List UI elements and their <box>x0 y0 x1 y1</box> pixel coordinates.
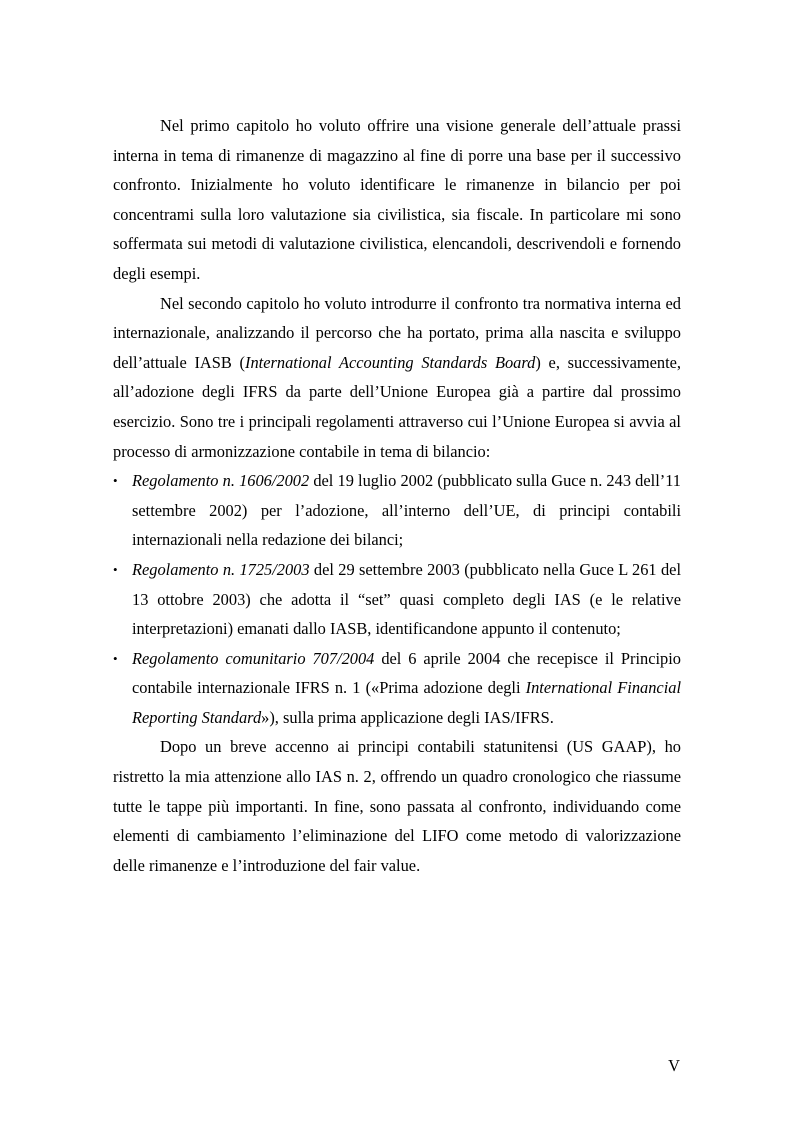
page-number: V <box>668 1056 680 1075</box>
paragraph-chapter-two-text-a: Nel secondo capitolo ho voluto introdurre il confronto tra normativa interna ed internazionale, analizzando il percorso che ha portato, prima alla nascita e sviluppo dell’attuale IASB ( <box>113 293 681 372</box>
bullet-icon: • <box>113 561 118 577</box>
regulation-title: Regolamento n. 1606/2002 <box>132 471 310 491</box>
paragraph-conclusion-text: Dopo un breve accenno ai principi contabili statunitensi (US GAAP), ho ristretto la mia attenzione allo IAS n. 2, offrendo un quadro cronologico che riassume tutte le tappe più importanti. In fine, sono passata al confronto, individuando come elementi di cambiamento l’eliminazione del LIFO come metodo di valorizzazione delle rimanenze e l’introduzione del fair value. <box>113 737 681 875</box>
iasb-full-name: International Accounting Standards Board <box>245 352 536 372</box>
regulation-description-b: »), sulla prima applicazione degli IAS/IFRS. <box>261 707 554 727</box>
regulation-description-a: del 6 aprile 2004 che recepisce il Principio contabile internazionale IFRS n. 1 («Prima adozione degli <box>132 648 681 698</box>
regulation-title: Regolamento comunitario 707/2004 <box>132 648 375 668</box>
regulation-description: del 19 luglio 2002 (pubblicato sulla Guce n. 243 dell’11 settembre 2002) per l’adozione, all’interno dell’UE, di principi contabili internazionali nella redazione dei bilanci; <box>132 471 681 550</box>
regulation-description: del 29 settembre 2003 (pubblicato nella Guce L 261 del 13 ottobre 2003) che adotta il “set” quasi completo degli IAS (e le relative interpretazioni) emanati dallo IASB, identificandone appunto il contenuto; <box>132 559 681 639</box>
bullet-icon: • <box>113 650 118 666</box>
paragraph-chapter-one-text: Nel primo capitolo ho voluto offrire una visione generale dell’attuale prassi interna in tema di rimanenze di magazzino al fine di porre una base per il successivo confronto. Inizialmente ho voluto identificare le rimanenze in bilancio per poi concentrami sulla loro valutazione sia civilistica, sia fiscale. In particolare mi sono soffermata sui metodi di valutazione civilistica, elencandoli, descrivendoli e fornendo degli esempi. <box>113 116 681 283</box>
paragraph-chapter-two <box>113 289 681 467</box>
regulations-list <box>113 466 681 732</box>
regulation-title: Regolamento n. 1725/2003 <box>132 559 310 579</box>
body-text <box>113 111 681 880</box>
list-item-regulation-1606 <box>113 466 681 555</box>
list-item-regulation-707 <box>113 644 681 733</box>
ifrs-full-name: International Financial Reporting Standard <box>132 678 681 727</box>
paragraph-conclusion <box>113 732 681 880</box>
paragraph-chapter-two-text-b: ) e, successivamente, all’adozione degli IFRS da parte dell’Unione Europea già a partire dal prossimo esercizio. Sono tre i principali regolamenti attraverso cui l’Unione Europea si avvia al processo di armonizzazione contabile in tema di bilancio: <box>113 352 681 461</box>
list-item-regulation-1725 <box>113 555 681 644</box>
bullet-icon: • <box>113 473 118 489</box>
paragraph-chapter-one <box>113 111 681 289</box>
